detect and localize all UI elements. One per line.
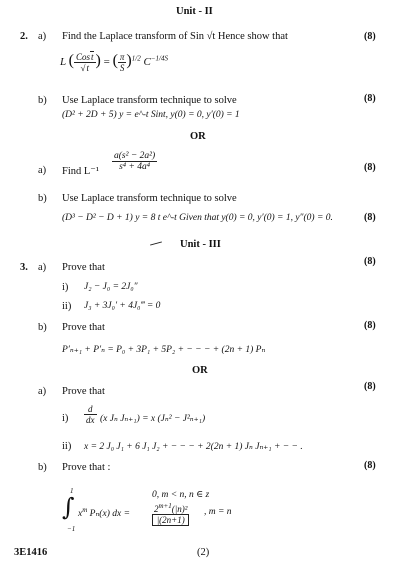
q3-a-label: a)	[38, 262, 47, 273]
q3-alt-a-marks: (8)	[364, 381, 376, 392]
unit-ii-heading: Unit - II	[176, 6, 213, 17]
q2-b-text: Use Laplace transform technique to solve	[62, 95, 237, 106]
q3-alt-b-text: Prove that :	[62, 462, 111, 473]
q2-a-marks: (8)	[364, 31, 376, 42]
q3-a-text: Prove that	[62, 262, 105, 273]
q3-alt-a-ii-equation: x = 2 J₀ J₁ + 6 J₁ J₂ + − − − + 2(2n + 1) Jₙ Jₙ₊₁ + − − .	[84, 442, 303, 452]
q2-alt-b-text: Use Laplace transform technique to solve	[62, 193, 237, 204]
q3-b-label: b)	[38, 322, 47, 333]
q3-b-marks: (8)	[364, 320, 376, 331]
integrand: $x^m$ Pₙ(x) dx =	[78, 506, 130, 520]
q2-b-label: b)	[38, 95, 47, 106]
case-two-fraction: $\frac{2^{m+1}(|n)^2}{|(2n+1)}$	[154, 502, 188, 525]
q2-a-text: Find the Laplace transform of Sin √t Hence show that	[62, 31, 288, 42]
q2-a-formula: L ( $\frac{\text{Cost}}{√t}$ ) = ( $\frac{\pi}{S}$ )$^{1/2}$ $C^{-1/4S}$	[60, 52, 168, 73]
q2-a-label: a)	[38, 31, 47, 42]
q3-a-i-label: i)	[62, 282, 69, 293]
q2-number: 2.	[20, 31, 28, 42]
q3-b-equation: P′ₙ₊₁ + P′ₙ = P₀ + 3P₁ + 5P₂ + − − − + (2n + 1) Pₙ	[62, 345, 266, 355]
unit-iii-heading: Unit - III	[180, 239, 221, 250]
or-separator-2: OR	[192, 365, 208, 376]
q3-a-marks: (8)	[364, 256, 376, 267]
q2-alt-a-marks: (8)	[364, 162, 376, 173]
q3-a-i-equation: J₂ − J₀ = 2J₀″	[84, 282, 138, 292]
q2-alt-a-fraction: $\frac{\text{a(s² − 2a²)}}{\text{s⁴ + 4a⁴}}$	[114, 151, 156, 172]
q2-alt-b-label: b)	[38, 193, 47, 204]
q3-b-text: Prove that	[62, 322, 105, 333]
paper-code: 3E1416	[14, 547, 48, 558]
integral-sign: ∫	[62, 493, 75, 521]
q3-number: 3.	[20, 262, 28, 273]
q3-alt-b-label: b)	[38, 462, 47, 473]
or-separator-1: OR	[190, 131, 206, 142]
q2-alt-b-equation: (D³ − D² − D + 1) y = 8 t e^-t Given that y(0) = 0, y′(0) = 1, y″(0) = 0.	[62, 213, 333, 223]
q3-alt-a-i-derivative: $\frac{d}{dx}$	[86, 404, 95, 425]
q3-alt-a-label: a)	[38, 386, 47, 397]
integral-lower-limit: −1	[67, 525, 76, 533]
q3-alt-a-i-label: i)	[62, 413, 69, 424]
case-one: 0, m < n, n ∈ z	[152, 490, 210, 500]
q2-alt-a-text: Find L⁻¹	[62, 166, 99, 177]
q2-b-marks: (8)	[364, 93, 376, 104]
case-two-condition: , m = n	[204, 507, 232, 517]
q2-alt-a-label: a)	[38, 165, 47, 176]
q3-a-ii-label: ii)	[62, 301, 72, 312]
stray-pen-mark	[150, 241, 162, 245]
q3-a-ii-equation: J₃ + 3J₀′ + 4J₀‴ = 0	[84, 301, 161, 311]
q3-alt-b-integral-block	[62, 485, 262, 540]
integral-upper-limit: 1	[70, 487, 74, 495]
q3-alt-a-ii-label: ii)	[62, 441, 72, 452]
q2-b-equation: (D² + 2D + 5) y = e^-t Sint, y(0) = 0, y′(0) = 1	[62, 110, 240, 120]
q3-alt-a-i-equation: (x Jₙ Jₙ₊₁) = x (Jₙ² − J²ₙ₊₁)	[100, 414, 206, 424]
q3-alt-a-text: Prove that	[62, 386, 105, 397]
page-number: (2)	[197, 547, 210, 558]
q2-alt-b-marks: (8)	[364, 212, 376, 223]
q3-alt-b-marks: (8)	[364, 460, 376, 471]
